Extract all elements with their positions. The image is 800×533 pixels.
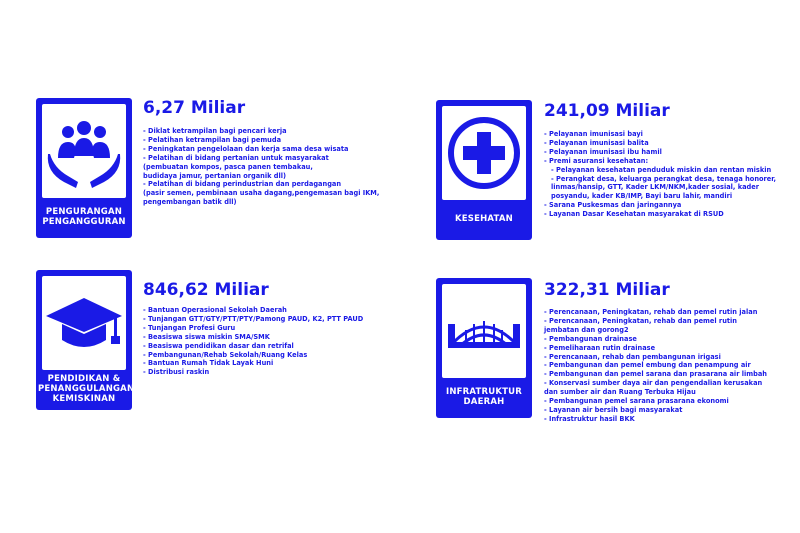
- list-item: - Pemeliharaan rutin drainase: [544, 343, 656, 352]
- list-item: - Pelayanan imunisasi ibu hamil: [544, 147, 662, 156]
- amount-value: 846,62 Miliar: [143, 280, 269, 300]
- program-list: [143, 306, 393, 377]
- list-item: - Pelatihan ketrampilan bagi pemuda: [143, 135, 282, 144]
- icon-label: KESEHATAN: [455, 214, 513, 224]
- graduation-cap-icon: [42, 276, 126, 370]
- list-item: - Layanan Dasar Kesehatan masyarakat di RSUD: [544, 210, 724, 219]
- icon-label: PENGURANGAN PENGANGGURAN: [42, 207, 126, 227]
- list-item: - Beasiswa siswa miskin SMA/SMK: [143, 332, 270, 341]
- program-list: [544, 130, 784, 219]
- list-item: - Diklat ketrampilan bagi pencari kerja: [143, 127, 287, 135]
- amount-value: 6,27 Miliar: [143, 98, 246, 118]
- amount-value: 241,09 Miliar: [544, 101, 670, 121]
- list-item: - Sarana Puskesmas dan jaringannya: [544, 201, 682, 210]
- list-item: - Tunjangan GTT/GTY/PTT/PTY/Pamong PAUD, K2, PTT PAUD: [143, 314, 364, 323]
- list-item: - Bantuan Operasional Sekolah Daerah: [143, 306, 287, 314]
- list-item: - Pelayanan imunisasi bayi: [544, 130, 643, 138]
- list-item: - Peningkatan pengelolaan dan kerja sama desa wisata: [143, 144, 349, 153]
- list-item: - Perangkat desa, keluarga perangkat desa, tenaga honorer, linmas/hansip, GTT, Kader LKM/NKM,kader sosial, kader posyandu, kader KB/IMP, Bayi baru lahir, mandiri: [551, 174, 777, 201]
- list-item: - Tunjangan Profesi Guru: [143, 323, 236, 332]
- list-item: - Beasiswa pendidikan dasar dan retrifal: [143, 341, 294, 350]
- list-item: - Infrastruktur hasil BKK: [544, 414, 635, 423]
- list-item: - Pelatihan di bidang perindustrian dan perdagangan (pasir semen, pembinaan usaha dagang,pengemasan bagi IKM, pengembangan batik dll): [143, 180, 380, 207]
- icon-box-pendidikan: [36, 270, 135, 410]
- list-item: - Pelayanan imunisasi balita: [544, 138, 649, 147]
- list-item: - Konservasi sumber daya air dan pengendalian kerusakan dan sumber air dan Ruang Terbuka Hijau: [544, 379, 763, 397]
- list-item: - Pelayanan kesehatan penduduk miskin dan rentan miskin: [551, 165, 772, 174]
- list-item: - Perencanaan, Peningkatan, rehab dan pemel rutin jembatan dan gorong2: [544, 316, 737, 334]
- list-item: - Pelatihan di bidang pertanian untuk masyarakat (pembuatan kompos, pasca panen tembakau, budidaya jamur, pertanian organik dll): [143, 153, 329, 180]
- list-item: - Perencanaan, rehab dan pembangunan irigasi: [544, 352, 721, 361]
- icon-box-infrastruktur: [436, 278, 532, 418]
- icon-label: PENDIDIKAN & PENANGGULANGAN KEMISKINAN: [38, 374, 135, 404]
- icon-box-kesehatan: [436, 100, 532, 240]
- program-list: [143, 127, 393, 207]
- list-item: - Pembangunan pemel sarana prasarana ekonomi: [544, 397, 729, 406]
- list-item: - Distribusi raskin: [143, 368, 210, 377]
- list-item: - Pembangunan dan pemel sarana dan prasarana air limbah: [544, 370, 767, 379]
- amount-value: 322,31 Miliar: [544, 280, 670, 300]
- list-item: - Bantuan Rumah Tidak Layak Huni: [143, 359, 274, 368]
- list-item: - Premi asuransi kesehatan:: [544, 156, 649, 165]
- list-item: - Pembangunan dan pemel embung dan penampung air: [544, 361, 751, 370]
- medical-cross-icon: [442, 106, 526, 200]
- list-item: - Pembangunan/Rehab Sekolah/Ruang Kelas: [143, 350, 308, 359]
- people-in-hands-icon: [42, 104, 126, 198]
- program-list: [544, 308, 784, 424]
- list-item: - Perencanaan, Peningkatan, rehab dan pemel rutin jalan: [544, 308, 758, 316]
- list-item: - Layanan air bersih bagi masyarakat: [544, 405, 683, 414]
- bridge-icon: [442, 284, 526, 378]
- list-item: - Pembangunan drainase: [544, 334, 637, 343]
- icon-label: INFRATRUKTUR DAERAH: [445, 387, 523, 407]
- icon-box-pengangguran: [36, 98, 132, 238]
